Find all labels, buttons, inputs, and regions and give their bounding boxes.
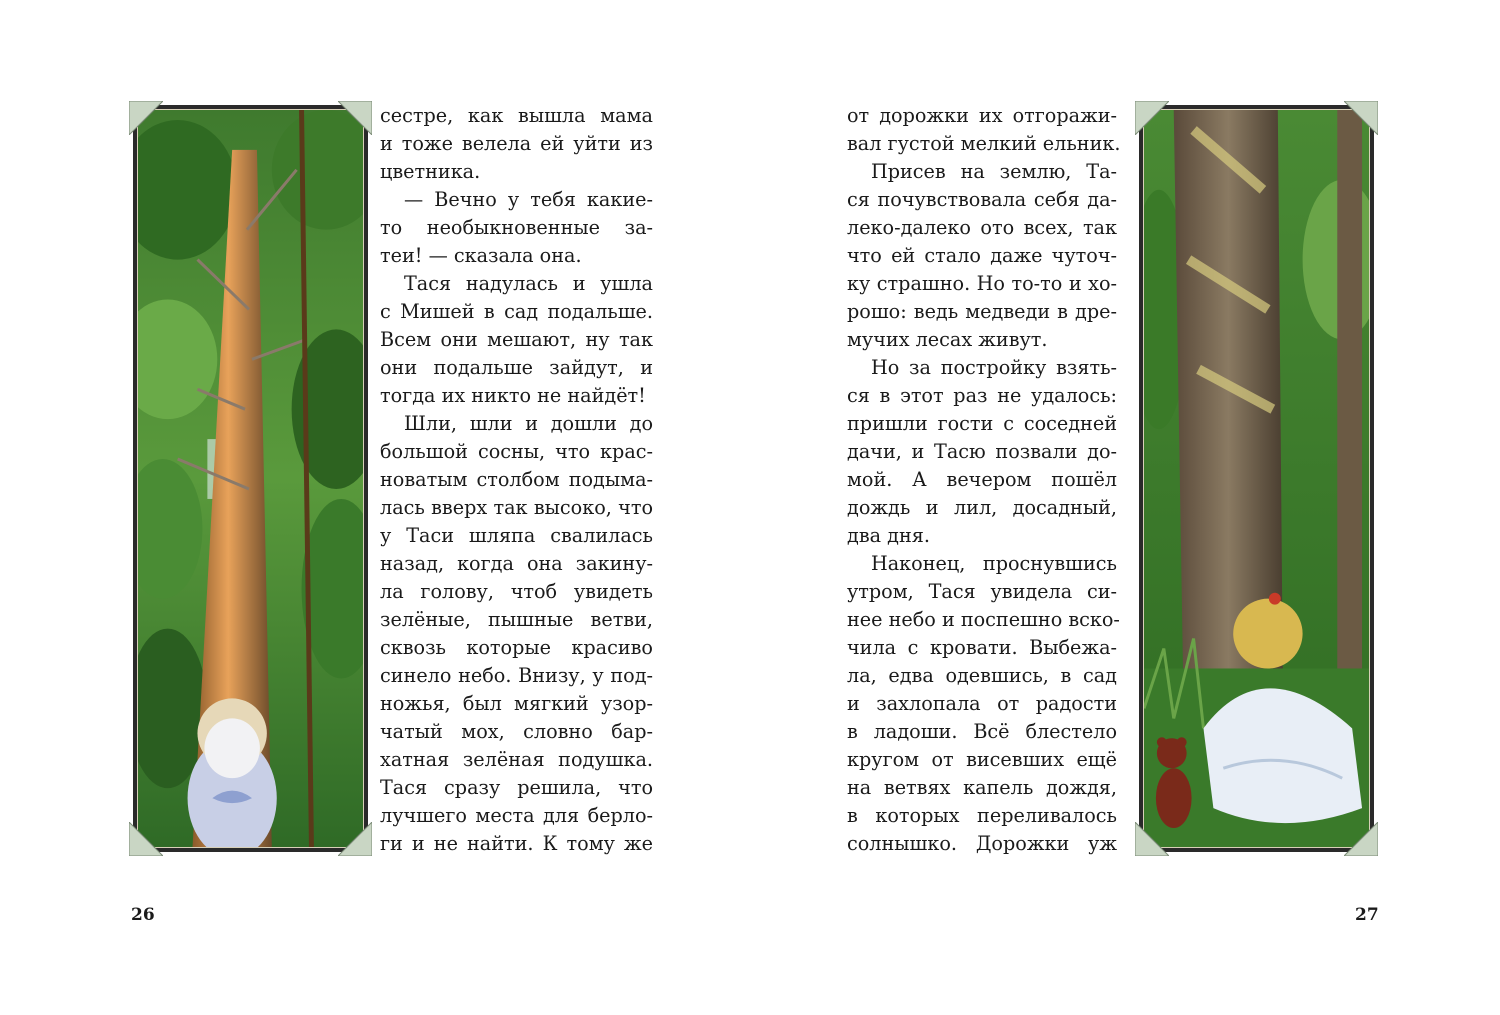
text-line: у Таси шляпа свалилась — [380, 524, 653, 547]
photo-corner-icon — [1344, 822, 1378, 856]
text-line: рошо: ведь медведи в дре- — [847, 300, 1117, 323]
text-line: хатная зелёная подушка. — [380, 748, 653, 771]
text-line: Шли, шли и дошли до — [404, 412, 653, 435]
text-line: зелёные, пышные ветви, — [380, 608, 653, 631]
text-line: Всем они мешают, ну так — [380, 328, 653, 351]
text-line: и захлопала от радости — [847, 692, 1117, 715]
text-line: солнышко. Дорожки уж — [847, 832, 1117, 855]
text-line: лучшего места для берло- — [380, 804, 653, 827]
text-line: утром, Тася увидела си- — [847, 580, 1117, 603]
text-line: ги и не найти. К тому же — [380, 832, 653, 855]
illustration-girl-with-bear — [1144, 110, 1369, 847]
page-number-left: 26 — [131, 905, 155, 925]
text-line: в которых переливалось — [847, 804, 1117, 827]
text-line: на ветвях капель дождя, — [847, 776, 1117, 799]
right-page-text — [847, 102, 1121, 858]
text-line: дождь и лил, досадный, — [847, 496, 1117, 519]
text-line: пришли гости с соседней — [847, 412, 1117, 435]
text-line: вал густой мелкий ельник. — [847, 132, 1121, 155]
text-line: в ладоши. Всё блестело — [847, 720, 1117, 743]
photo-corner-icon — [338, 822, 372, 856]
photo-corner-icon — [338, 101, 372, 135]
text-line: нее небо и поспешно вско- — [847, 608, 1120, 631]
text-line: теи! — сказала она. — [380, 244, 582, 267]
text-line: Наконец, проснувшись — [871, 552, 1117, 575]
text-line: Присев на землю, Та- — [871, 160, 1117, 183]
text-line: синело небо. Внизу, у под- — [380, 664, 653, 687]
text-line: кругом от висевших ещё — [847, 748, 1117, 771]
illustration-frame-left — [133, 105, 368, 852]
page-number-right: 27 — [1355, 905, 1379, 925]
text-line: мучих лесах живут. — [847, 328, 1048, 351]
text-line: чатый мох, словно бар- — [380, 720, 653, 743]
text-line: лась вверх так высоко, что — [380, 496, 653, 519]
text-line: что ей стало даже чуточ- — [847, 244, 1117, 267]
text-line: они подальше зайдут, и — [380, 356, 653, 379]
text-line: ку страшно. Но то-то и хо- — [847, 272, 1117, 295]
text-line: ся почувствовала себя да- — [847, 188, 1117, 211]
text-line: ся в этот раз не удалось: — [847, 384, 1117, 407]
photo-corner-icon — [1344, 101, 1378, 135]
illustration-frame-right — [1139, 105, 1374, 852]
left-page-text — [380, 102, 653, 858]
text-line: и тоже велела ей уйти из — [380, 132, 653, 155]
photo-corner-icon — [129, 822, 163, 856]
text-line: тогда их никто не найдёт! — [380, 384, 646, 407]
text-line: дачи, и Тасю позвали до- — [847, 440, 1117, 463]
text-line: новатым столбом подыма- — [380, 468, 653, 491]
photo-corner-icon — [129, 101, 163, 135]
text-line: леко-далеко ото всех, так — [847, 216, 1117, 239]
text-line: два дня. — [847, 524, 930, 547]
text-line: сестре, как вышла мама — [380, 104, 653, 127]
text-line: назад, когда она закину- — [380, 552, 653, 575]
text-line: Тася сразу решила, что — [380, 776, 653, 799]
illustration-pine-tree-girl — [138, 110, 363, 847]
text-line: то необыкновенные за- — [380, 216, 653, 239]
text-line: — Вечно у тебя какие- — [404, 188, 653, 211]
text-line: большой сосны, что крас- — [380, 440, 653, 463]
text-line: ла, едва одевшись, в сад — [847, 664, 1117, 687]
text-line: Но за постройку взять- — [871, 356, 1117, 379]
text-line: с Мишей в сад подальше. — [380, 300, 653, 323]
text-line: цветника. — [380, 160, 481, 183]
text-line: Тася надулась и ушла — [404, 272, 653, 295]
text-line: чила с кровати. Выбежа- — [847, 636, 1117, 659]
right-page — [750, 0, 1500, 1015]
text-line: ножья, был мягкий узор- — [380, 692, 653, 715]
text-line: ла голову, чтоб увидеть — [380, 580, 653, 603]
photo-corner-icon — [1135, 822, 1169, 856]
photo-corner-icon — [1135, 101, 1169, 135]
text-line: сквозь которые красиво — [380, 636, 653, 659]
text-line: мой. А вечером пошёл — [847, 468, 1117, 491]
text-line: от дорожки их отгоражи- — [847, 104, 1117, 127]
